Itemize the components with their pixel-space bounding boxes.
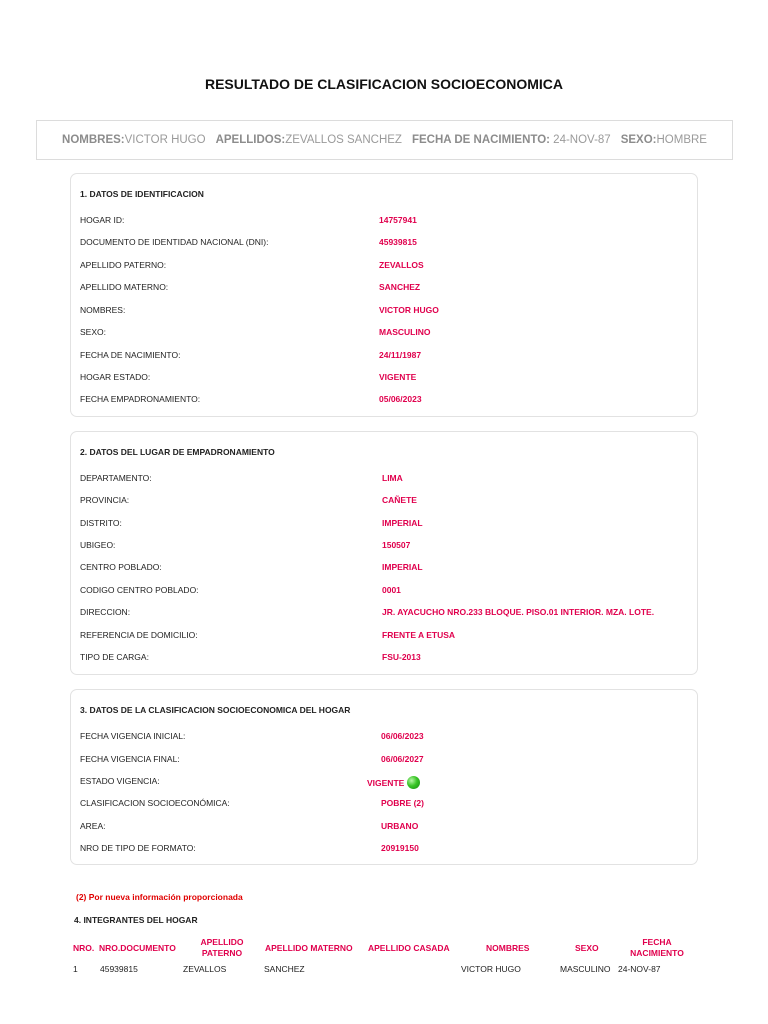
header-nombres: NOMBRES <box>486 943 530 953</box>
identification-card-title: 1. DATOS DE IDENTIFICACION <box>80 189 204 199</box>
row-label: HOGAR ESTADO: <box>80 372 151 382</box>
identification-row <box>80 215 691 227</box>
row-label: SEXO: <box>80 327 106 337</box>
page-title: RESULTADO DE CLASIFICACION SOCIOECONOMICA <box>204 76 564 92</box>
header-documento: NRO.DOCUMENTO <box>99 943 176 953</box>
row-value: URBANO <box>381 821 419 831</box>
green-status-dot-icon <box>407 776 420 789</box>
row-value: 06/06/2027 <box>381 754 424 764</box>
row-label: DIRECCION: <box>80 607 131 617</box>
row-value: VIGENTE <box>379 372 417 382</box>
identification-row <box>80 237 691 249</box>
summary-fecha-value: 24-NOV-87 <box>553 134 611 146</box>
summary-apellidos-label: APELLIDOS: <box>215 134 286 146</box>
header-apellido-materno: APELLIDO MATERNO <box>265 943 353 953</box>
row-value: FSU-2013 <box>382 652 421 662</box>
header-apellido-paterno <box>194 937 250 959</box>
footnote: (2) Por nueva información proporcionada <box>76 892 243 902</box>
row-label: CODIGO CENTRO POBLADO: <box>80 585 199 595</box>
row-label: ESTADO VIGENCIA: <box>80 776 160 786</box>
location-card <box>70 431 698 675</box>
row-label: FECHA DE NACIMIENTO: <box>80 350 181 360</box>
identification-row <box>80 282 691 294</box>
classification-row <box>80 798 691 810</box>
row-value: CAÑETE <box>382 495 417 505</box>
classification-card-title: 3. DATOS DE LA CLASIFICACION SOCIOECONOMICA DEL HOGAR <box>80 705 351 715</box>
identification-card <box>70 173 698 417</box>
header-apellido-paterno-line1: APELLIDO <box>200 937 244 947</box>
row-value: 05/06/2023 <box>379 394 422 404</box>
header-apellido-paterno-line2: PATERNO <box>201 948 243 958</box>
cell-nro: 1 <box>73 964 78 974</box>
header-nro: NRO. <box>73 943 95 953</box>
row-value: JR. AYACUCHO NRO.233 BLOQUE. PISO.01 INTERIOR. MZA. LOTE. <box>382 607 655 617</box>
location-row <box>80 473 691 485</box>
identification-row <box>80 350 691 362</box>
summary-fecha <box>412 134 611 146</box>
identification-row <box>80 327 691 339</box>
row-label: REFERENCIA DE DOMICILIO: <box>80 630 198 640</box>
cell-documento: 45939815 <box>100 964 138 974</box>
cell-apellido-paterno: ZEVALLOS <box>183 964 227 974</box>
row-label: AREA: <box>80 821 106 831</box>
location-row <box>80 607 691 619</box>
summary-apellidos-value: ZEVALLOS SANCHEZ <box>285 134 402 146</box>
location-row <box>80 630 691 642</box>
summary-sexo-label: SEXO: <box>620 134 657 146</box>
location-row <box>80 540 691 552</box>
row-value: FRENTE A ETUSA <box>382 630 456 640</box>
row-label: PROVINCIA: <box>80 495 130 505</box>
row-value: 0001 <box>382 585 401 595</box>
identification-row <box>80 394 691 406</box>
row-label: CLASIFICACION SOCIOECONÓMICA: <box>80 798 230 808</box>
classification-row <box>80 843 691 855</box>
classification-row <box>80 731 691 743</box>
header-fecha-line1: FECHA <box>642 937 672 947</box>
location-row <box>80 518 691 530</box>
row-label: NOMBRES: <box>80 305 126 315</box>
row-label: HOGAR ID: <box>80 215 125 225</box>
header-fecha-nacimiento <box>625 937 689 959</box>
summary-nombres-value: VICTOR HUGO <box>124 134 206 146</box>
summary-sexo <box>621 134 707 146</box>
row-label: FECHA VIGENCIA FINAL: <box>80 754 180 764</box>
status-value: VIGENTE <box>367 778 405 788</box>
row-value: 45939815 <box>379 237 417 247</box>
row-value: IMPERIAL <box>382 518 423 528</box>
row-label: DOCUMENTO DE IDENTIDAD NACIONAL (DNI): <box>80 237 269 247</box>
cell-fecha-nacimiento: 24-NOV-87 <box>618 964 661 974</box>
row-label: FECHA EMPADRONAMIENTO: <box>80 394 201 404</box>
row-value: 24/11/1987 <box>379 350 422 360</box>
row-value: 06/06/2023 <box>381 731 424 741</box>
row-label: FECHA VIGENCIA INICIAL: <box>80 731 186 741</box>
classification-row <box>80 754 691 766</box>
summary-nombres-label: NOMBRES: <box>62 134 125 146</box>
classification-card <box>70 689 698 865</box>
cell-sexo: MASCULINO <box>560 964 611 974</box>
row-value: IMPERIAL <box>382 562 423 572</box>
header-apellido-casada: APELLIDO CASADA <box>368 943 450 953</box>
row-value: LIMA <box>382 473 403 483</box>
location-row <box>80 562 691 574</box>
cell-nombres: VICTOR HUGO <box>461 964 521 974</box>
summary-nombres <box>62 134 206 146</box>
identification-row <box>80 372 691 384</box>
header-sexo: SEXO <box>575 943 599 953</box>
row-value: VICTOR HUGO <box>379 305 439 315</box>
members-section-title: 4. INTEGRANTES DEL HOGAR <box>74 915 198 925</box>
row-label: UBIGEO: <box>80 540 116 550</box>
row-value: MASCULINO <box>379 327 431 337</box>
row-value: 20919150 <box>381 843 419 853</box>
row-label: NRO DE TIPO DE FORMATO: <box>80 843 196 853</box>
row-value <box>367 776 420 789</box>
summary-sexo-value: HOMBRE <box>656 134 707 146</box>
row-label: DISTRITO: <box>80 518 122 528</box>
cell-apellido-materno: SANCHEZ <box>264 964 305 974</box>
identification-row <box>80 305 691 317</box>
summary-apellidos <box>216 134 402 146</box>
row-value: POBRE (2) <box>381 798 424 808</box>
row-value: SANCHEZ <box>379 282 421 292</box>
row-label: APELLIDO PATERNO: <box>80 260 167 270</box>
location-card-title: 2. DATOS DEL LUGAR DE EMPADRONAMIENTO <box>80 447 275 457</box>
row-value: 14757941 <box>379 215 417 225</box>
row-label: CENTRO POBLADO: <box>80 562 162 572</box>
identification-row <box>80 260 691 272</box>
person-summary-bar <box>36 120 733 160</box>
row-label: TIPO DE CARGA: <box>80 652 149 662</box>
header-fecha-line2: NACIMIENTO <box>630 948 684 958</box>
location-row <box>80 495 691 507</box>
classification-row <box>80 821 691 833</box>
row-label: DEPARTAMENTO: <box>80 473 152 483</box>
row-value: 150507 <box>382 540 411 550</box>
location-row <box>80 585 691 597</box>
summary-fecha-label: FECHA DE NACIMIENTO: <box>411 134 550 146</box>
location-row <box>80 652 691 664</box>
row-value: ZEVALLOS <box>379 260 424 270</box>
row-label: APELLIDO MATERNO: <box>80 282 169 292</box>
classification-row <box>80 776 691 788</box>
